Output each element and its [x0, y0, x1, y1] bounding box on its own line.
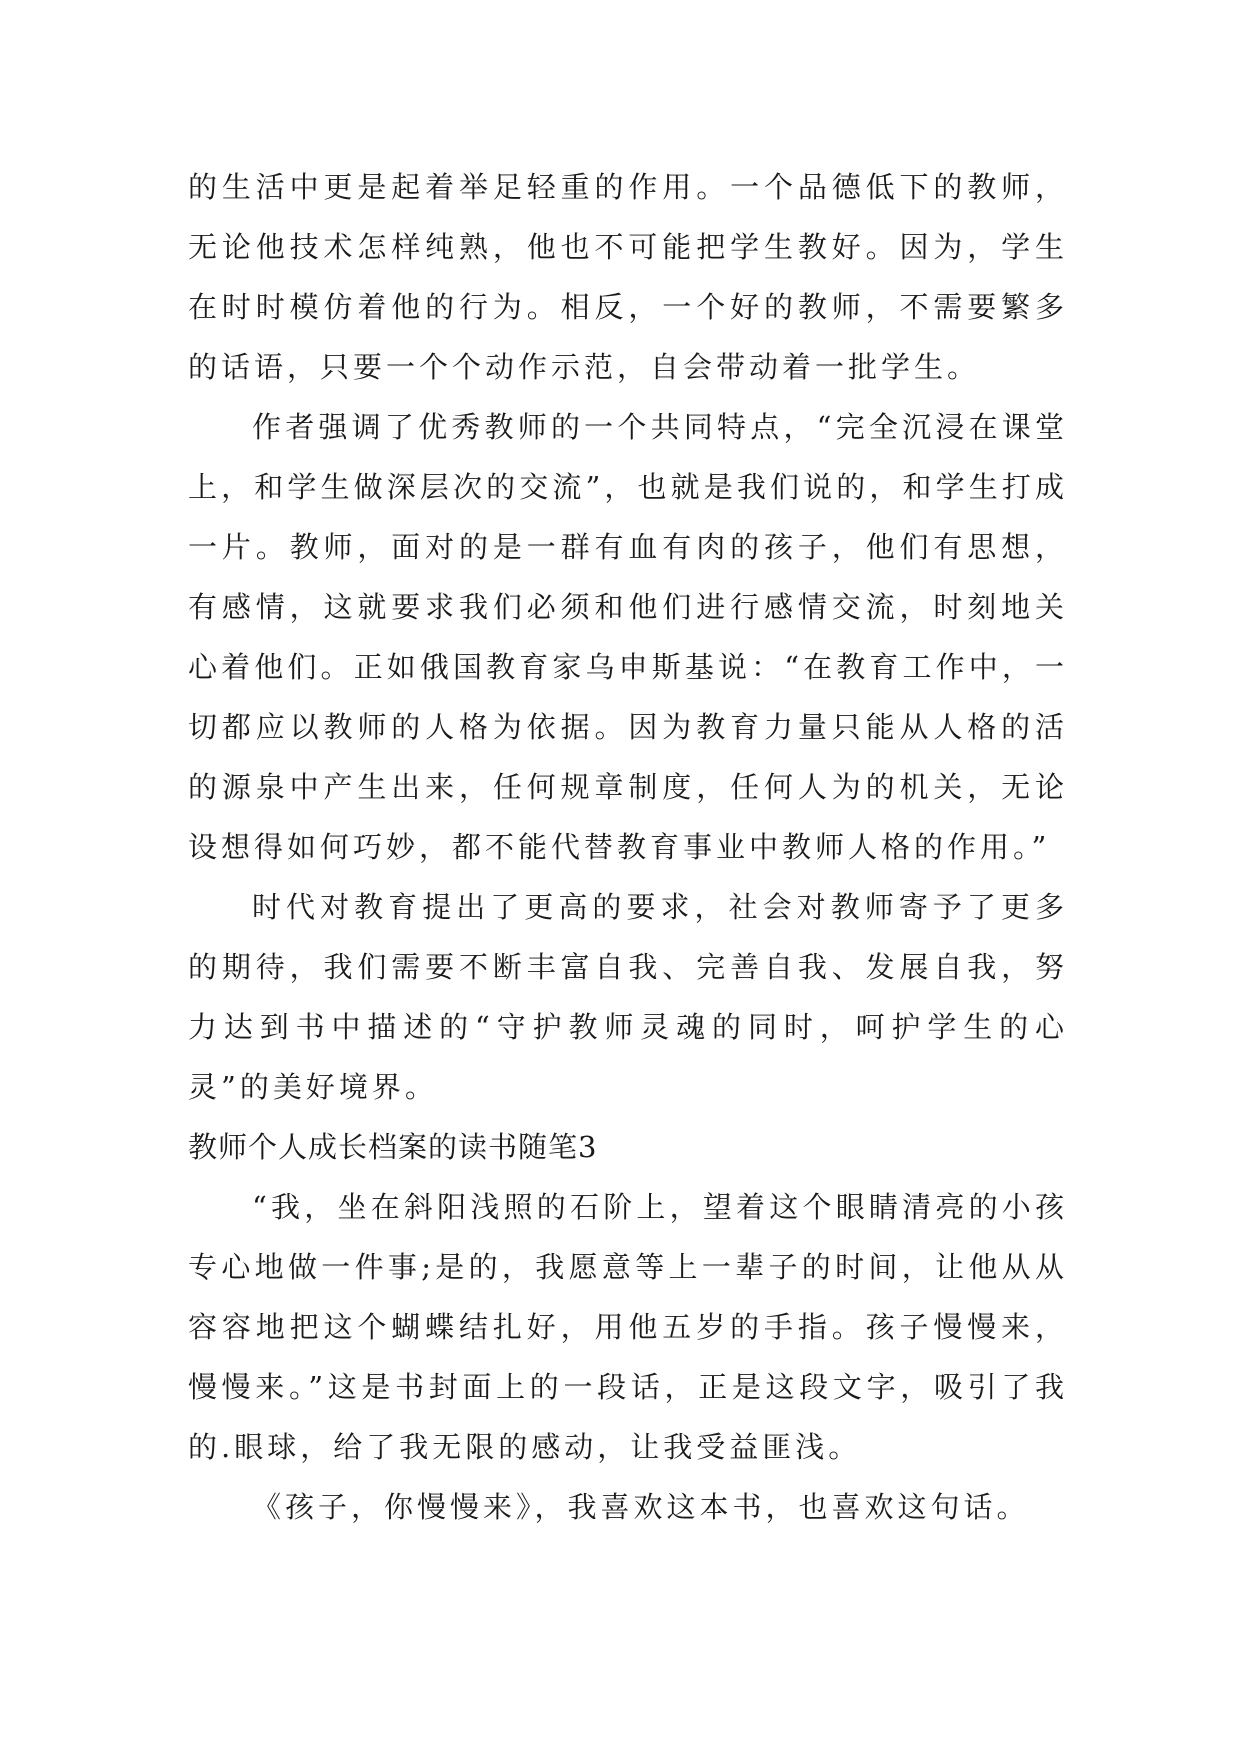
- paragraph-book-cover-quote: “我，坐在斜阳浅照的石阶上，望着这个眼睛清亮的小孩专心地做一件事;是的，我愿意等上一辈子的时间，让他从从容容地把这个蝴蝶结扎好，用他五岁的手指。孩子慢慢来，慢慢来。”这是书封面上的一段话，正是这段文字，吸引了我的.眼球，给了我无限的感动，让我受益匪浅。: [188, 1190, 1068, 1464]
- paragraph-teacher-character: 的生活中更是起着举足轻重的作用。一个品德低下的教师，无论他技术怎样纯熟，他也不可能把学生教好。因为，学生在时时模仿着他的行为。相反，一个好的教师，不需要繁多的话语，只要一个个动作示范，自会带动着一批学生。: [188, 170, 1068, 384]
- paragraph-book-title: 《孩子，你慢慢来》，我喜欢这本书，也喜欢这句话。: [252, 1490, 1030, 1524]
- paragraph-era-demands: 时代对教育提出了更高的要求，社会对教师寄予了更多的期待，我们需要不断丰富自我、完善自我、发展自我，努力达到书中描述的“守护教师灵魂的同时，呵护学生的心灵”的美好境界。: [188, 890, 1068, 1104]
- document-body: [188, 157, 1068, 1537]
- paragraph-classroom-immersion: 作者强调了优秀教师的一个共同特点，“完全沉浸在课堂上，和学生做深层次的交流”，也就是我们说的，和学生打成一片。教师，面对的是一群有血有肉的孩子，他们有思想，有感情，这就要求我们必须和他们进行感情交流，时刻地关心着他们。正如俄国教育家乌申斯基说：“在教育工作中，一切都应以教师的人格为依据。因为教育力量只能从人格的活的源泉中产生出来，任何规章制度，任何人为的机关，无论设想得如何巧妙，都不能代替教育事业中教师人格的作用。”: [188, 410, 1068, 864]
- section-heading: 教师个人成长档案的读书随笔3: [188, 1130, 598, 1164]
